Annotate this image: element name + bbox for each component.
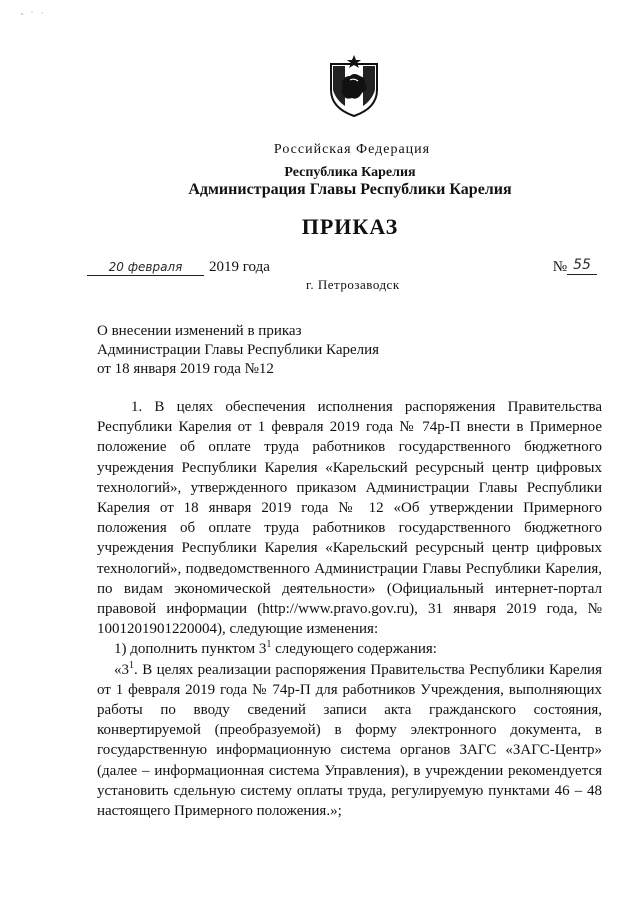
date-year: 2019 года	[209, 259, 270, 275]
item-1-suffix: следующего содержания:	[271, 641, 437, 658]
item-1	[97, 639, 602, 659]
republic-heading: Республика Карелия	[284, 165, 416, 180]
quote-prefix: «3	[114, 661, 129, 678]
order-number-label: №	[552, 259, 567, 275]
quote-text: . В целях реализации распоряжения Правительства Республики Карелия от 1 февраля 2019 года № 74р-П для работников Учреждения, выполняющих работы по вводу сведений записи акта гражданского состояния, конвертируемой (преобразуемой) в форму электронного документа, в государственную информационную система органов ЗАГС «ЗАГС-Центр» (далее – информационная система Управления), в учреждении рекомендуется установить сдельную систему оплаты труда, регулируемую пунктами 46 – 48 настоящего Примерного положения.»;	[97, 661, 602, 820]
quoted-clause	[97, 660, 602, 822]
paragraph-1: 1. В целях обеспечения исполнения распоряжения Правительства Республики Карелия от 1 февраля 2019 года № 74р-П внести в Примерное положение об оплате труда работников государственного бюджетного учреждения Республики Карелия «Карельский ресурсный центр цифровых технологий», утвержденного приказом Администрации Главы Республики Карелия от 18 января 2019 года № 12 «Об утверждении Примерного положения об оплате труда работников государственного бюджетного учреждения Республики Карелия «Карельский ресурсный центр цифровых технологий», подведомственного Администрации Главы Республики Карелия, по видам экономической деятельности» (Официальный интернет-портал правовой информации (http://www.pravo.gov.ru), 31 января 2019 года, № 1001201901220004), следующие изменения:	[97, 399, 602, 638]
subject-line-1: О внесении изменений в приказ	[97, 323, 302, 339]
city-line: г. Петрозаводск	[306, 277, 400, 292]
order-subject	[97, 322, 379, 379]
item-1-prefix: 1) дополнить пунктом 3	[114, 641, 267, 658]
quote-superscript: 1	[129, 659, 134, 671]
order-body	[97, 397, 602, 821]
order-number-value: 55	[567, 257, 597, 275]
subject-line-3: от 18 января 2019 года №12	[97, 361, 274, 377]
coat-of-arms-icon	[328, 54, 380, 118]
subject-line-2: Администрации Главы Республики Карелия	[97, 342, 380, 358]
administration-heading: Администрация Главы Республики Карелия	[188, 181, 512, 198]
handwritten-date: 20 февраля	[87, 259, 204, 276]
federation-heading: Российская Федерация	[273, 142, 431, 157]
item-1-superscript: 1	[266, 639, 272, 651]
scan-artifact	[20, 8, 60, 18]
document-type-title: ПРИКАЗ	[301, 214, 399, 239]
